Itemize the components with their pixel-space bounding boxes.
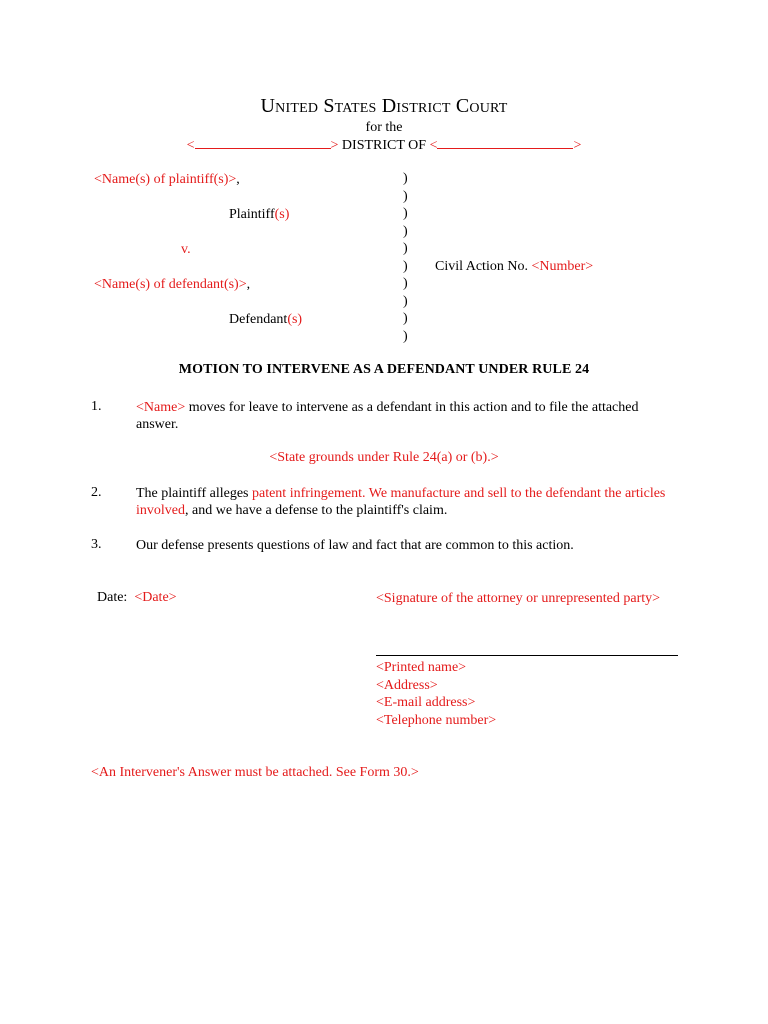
paragraph-1 bbox=[136, 399, 676, 433]
plaintiff-role-suffix: (s) bbox=[274, 207, 290, 222]
footer-note: <An Intervener's Answer must be attached. See Form 30.> bbox=[91, 765, 419, 780]
defendant-role-suffix: (s) bbox=[287, 312, 303, 327]
paren: ) bbox=[403, 241, 408, 256]
district-line bbox=[0, 137, 768, 154]
versus: v. bbox=[181, 242, 191, 257]
plaintiff-role: Plaintiff bbox=[229, 207, 275, 222]
defendant-comma: , bbox=[246, 277, 251, 292]
defendant-names-line bbox=[94, 277, 250, 293]
printed-name: <Printed name> bbox=[376, 660, 467, 675]
district-left-blank bbox=[195, 137, 331, 149]
plaintiff-role-line bbox=[229, 207, 289, 223]
date-value: <Date> bbox=[134, 590, 177, 605]
date-label: Date: bbox=[97, 590, 128, 605]
signature-block bbox=[376, 659, 496, 729]
district-right-open: < bbox=[429, 138, 438, 153]
email-address: <E-mail address> bbox=[376, 695, 476, 710]
civil-action-number: <Number> bbox=[531, 259, 594, 274]
paren: ) bbox=[403, 188, 408, 204]
paragraph-2 bbox=[136, 485, 676, 519]
paren: ) bbox=[403, 223, 408, 239]
defendant-role: Defendant bbox=[229, 312, 288, 327]
district-left-close: > bbox=[330, 138, 339, 153]
defendant-names: <Name(s) of defendant(s)> bbox=[94, 277, 247, 292]
grounds-placeholder: <State grounds under Rule 24(a) or (b).> bbox=[269, 450, 499, 465]
plaintiff-names: <Name(s) of plaintiff(s)> bbox=[94, 172, 237, 187]
district-label: DISTRICT OF bbox=[341, 138, 427, 153]
paren: ) bbox=[403, 258, 408, 274]
date-line bbox=[97, 590, 177, 606]
paragraph-number-2: 2. bbox=[91, 485, 102, 500]
paren: ) bbox=[403, 276, 408, 291]
district-right-blank bbox=[437, 137, 573, 149]
paragraph-2-text-a: The plaintiff alleges bbox=[136, 486, 252, 501]
paren: ) bbox=[403, 171, 408, 186]
civil-action-line bbox=[435, 259, 593, 275]
intervener-name: <Name> bbox=[136, 400, 186, 415]
paragraph-number-3: 3. bbox=[91, 537, 102, 552]
paren: ) bbox=[403, 293, 408, 309]
motion-heading: MOTION TO INTERVENE AS A DEFENDANT UNDER RULE 24 bbox=[178, 362, 590, 377]
address: <Address> bbox=[376, 677, 438, 693]
paragraph-1-text: moves for leave to intervene as a defendant in this action and to file the attached answer. bbox=[136, 400, 639, 432]
paragraph-3: Our defense presents questions of law and fact that are common to this action. bbox=[136, 538, 574, 553]
telephone-number: <Telephone number> bbox=[376, 712, 497, 728]
paren: ) bbox=[403, 328, 408, 344]
signature-line bbox=[376, 655, 678, 656]
paragraph-2-red: patent infringement. We manufacture and sell to the defendant the articles involved bbox=[136, 486, 666, 518]
court-title: United States District Court bbox=[260, 95, 508, 117]
caption-parentheses bbox=[403, 170, 415, 345]
paren: ) bbox=[403, 311, 408, 326]
paren: ) bbox=[403, 206, 408, 221]
plaintiff-names-line bbox=[94, 172, 240, 188]
district-left-open: < bbox=[186, 138, 195, 153]
signature-placeholder: <Signature of the attorney or unrepresented party> bbox=[376, 591, 661, 606]
defendant-role-line bbox=[229, 312, 302, 328]
paragraph-2-text-b: , and we have a defense to the plaintiff's claim. bbox=[185, 503, 448, 518]
civil-action-label: Civil Action No. bbox=[435, 259, 528, 274]
plaintiff-comma: , bbox=[236, 172, 240, 187]
paragraph-number-1: 1. bbox=[91, 399, 102, 414]
district-right-close: > bbox=[573, 138, 582, 153]
for-the-line: for the bbox=[365, 120, 403, 135]
